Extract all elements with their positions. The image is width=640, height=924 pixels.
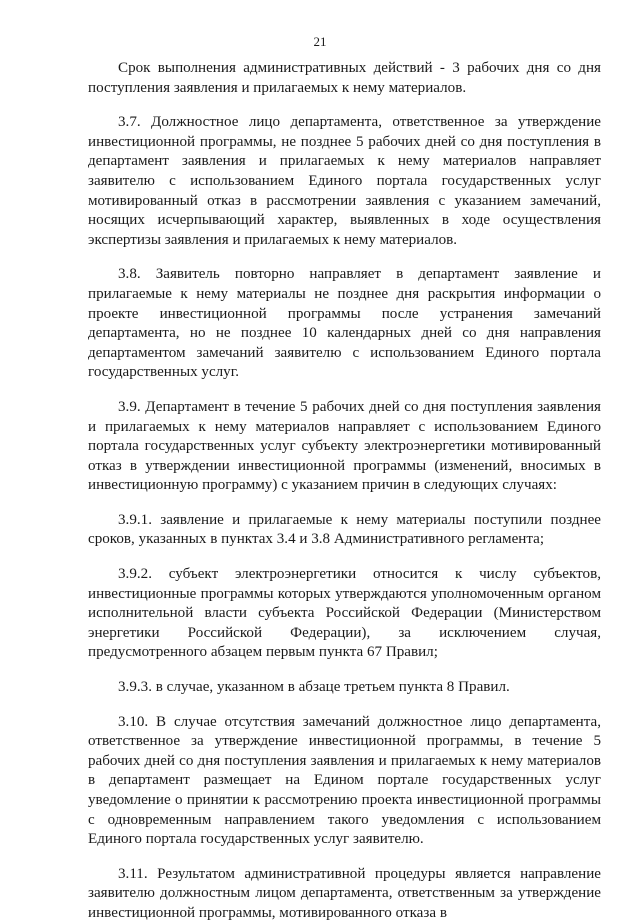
paragraph-3-9-1: 3.9.1. заявление и прилагаемые к нему материалы поступили позднее сроков, указанных в пунктах 3.4 и 3.8 Административного регламента;: [88, 511, 601, 548]
paragraph-3-7: 3.7. Должностное лицо департамента, ответственное за утверждение инвестиционной программы, не позднее 5 рабочих дней со дня поступления в департамент заявления и прилагаемых к нему материалов направляет заявителю с использованием Единого портала государственных услуг мотивированный отказ в рассмотрении заявления с указанием замечаний, носящих исчерпывающий характер, выявленных в ходе осуществления экспертизы заявления и прилагаемых к нему материалов.: [88, 114, 601, 248]
paragraph-3-9-2: 3.9.2. субъект электроэнергетики относится к числу субъектов, инвестиционные программы которых утверждаются уполномоченным органом исполнительной власти субъекта Российской Федерации (Министерством энергетики Российской Федерации), за исключением случая, предусмотренного абзацем первым пункта 67 Правил;: [88, 566, 601, 661]
page-number: 21: [313, 34, 327, 49]
paragraph-term: Срок выполнения административных действий - 3 рабочих дня со дня поступления заявления и прилагаемых к нему материалов.: [88, 60, 601, 96]
paragraph-3-10: 3.10. В случае отсутствия замечаний должностное лицо департамента, ответственное за утверждение инвестиционной программы, в течение 5 рабочих дней со дня поступления заявления и прилагаемых к нему материалов в департамент размещает на Едином портале государственных услуг уведомление о принятии к рассмотрению проекта инвестиционной программы с одновременным направлением такого уведомления с использованием Единого портала государственных услуг заявителю.: [88, 713, 601, 848]
paragraph-3-8: 3.8. Заявитель повторно направляет в департамент заявление и прилагаемые к нему материалы не позднее дня раскрытия информации о проекте инвестиционной программы после устранения замечаний департамента, но не позднее 10 календарных дней со дня направления департаментом замечаний заявителю с использованием Единого портала государственных услуг.: [88, 266, 601, 381]
paragraph-3-9-3: 3.9.3. в случае, указанном в абзаце третьем пункта 8 Правил.: [118, 679, 510, 696]
document-body: [88, 59, 601, 924]
paragraph-3-11: 3.11. Результатом административной процедуры является направление заявителю должностным лицом департамента, ответственным за утверждение инвестиционной программы, мотивированного отказа в: [88, 865, 601, 921]
paragraph-3-9: 3.9. Департамент в течение 5 рабочих дней со дня поступления заявления и прилагаемых к нему материалов направляет с использованием Единого портала государственных услуг субъекту электроэнергетики мотивированный отказ в утверждении инвестиционной программы (изменений, вносимых в инвестиционную программу) с указанием причин в следующих случаях:: [88, 398, 601, 494]
